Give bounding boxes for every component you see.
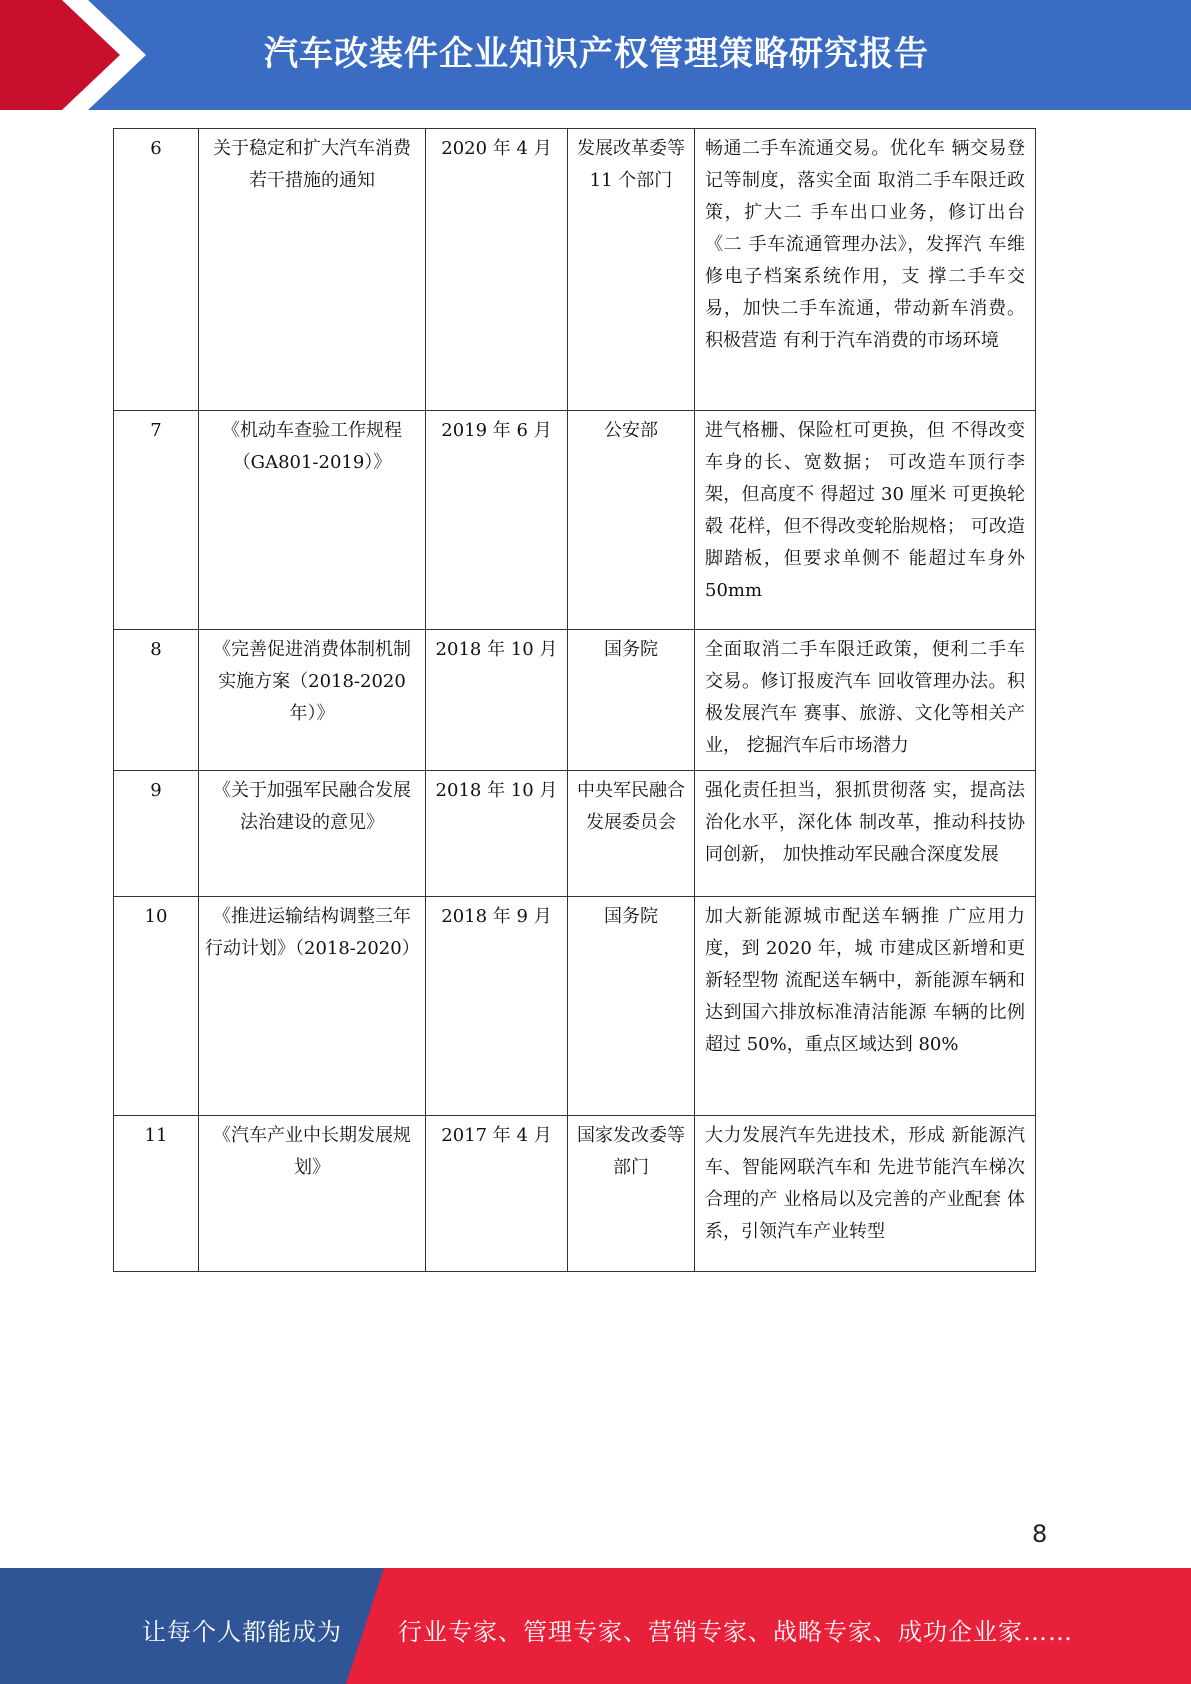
row-number: 10: [114, 897, 199, 1116]
page-header: [0, 0, 1191, 110]
issuing-department: 国务院: [568, 897, 695, 1116]
policy-content: 进气格栅、保险杠可更换，但 不得改变车身的长、宽数据； 可改造车顶行李架，但高度不 得超过 30 厘米 可更换轮毂 花样，但不得改变轮胎规格； 可改造脚踏板，但要求单侧不 能超过车身外 50mm: [695, 411, 1036, 630]
issuing-department: 发展改革委等 11 个部门: [568, 129, 695, 411]
policy-table: [113, 128, 1036, 1272]
policy-date: 2019 年 6 月: [426, 411, 568, 630]
policy-name: 《完善促进消费体制机制实施方案（2018-2020年）》: [199, 630, 426, 771]
policy-name: 《汽车产业中长期发展规划》: [199, 1116, 426, 1272]
policy-content: 强化责任担当，狠抓贯彻落 实，提高法治化水平，深化体 制改革，推动科技协同创新， 加快推动军民融合深度发展: [695, 771, 1036, 897]
policy-content: 畅通二手车流通交易。优化车 辆交易登记等制度，落实全面 取消二手车限迁政策，扩大二 手车出口业务，修订出台《二 手车流通管理办法》，发挥汽 车维修电子档案系统作用，支 撑二手车交易，加快二手车流通，带动新车消费。积极营造 有利于汽车消费的市场环境: [695, 129, 1036, 411]
policy-name: 《机动车查验工作规程（GA801-2019）》: [199, 411, 426, 630]
report-title: 汽车改装件企业知识产权管理策略研究报告: [264, 34, 929, 74]
row-number: 9: [114, 771, 199, 897]
policy-date: 2018 年 10 月: [426, 630, 568, 771]
table-row: [114, 630, 1036, 771]
table-row: [114, 1116, 1036, 1272]
table-row: [114, 411, 1036, 630]
row-number: 11: [114, 1116, 199, 1272]
policy-date: 2018 年 10 月: [426, 771, 568, 897]
footer-slogan-right: 行业专家、管理专家、营销专家、战略专家、成功企业家……: [398, 1618, 1073, 1646]
policy-date: 2017 年 4 月: [426, 1116, 568, 1272]
issuing-department: 国家发改委等部门: [568, 1116, 695, 1272]
issuing-department: 国务院: [568, 630, 695, 771]
row-number: 6: [114, 129, 199, 411]
footer-slogan-left: 让每个人都能成为: [142, 1618, 342, 1646]
policy-content: 全面取消二手车限迁政策，便利二手车交易。修订报废汽车 回收管理办法。积极发展汽车 赛事、旅游、文化等相关产业， 挖掘汽车后市场潜力: [695, 630, 1036, 771]
issuing-department: 公安部: [568, 411, 695, 630]
row-number: 7: [114, 411, 199, 630]
policy-date: 2020 年 4 月: [426, 129, 568, 411]
table-row: [114, 129, 1036, 411]
header-arrow-decoration: [0, 0, 170, 110]
policy-name: 《推进运输结构调整三年行动计划》（2018-2020）: [199, 897, 426, 1116]
table-row: [114, 771, 1036, 897]
policy-name: 关于稳定和扩大汽车消费若干措施的通知: [199, 129, 426, 411]
page-footer: [0, 1568, 1191, 1684]
table-row: [114, 897, 1036, 1116]
policy-name: 《关于加强军民融合发展法治建设的意见》: [199, 771, 426, 897]
issuing-department: 中央军民融合发展委员会: [568, 771, 695, 897]
policy-date: 2018 年 9 月: [426, 897, 568, 1116]
policy-content: 大力发展汽车先进技术，形成 新能源汽车、智能网联汽车和 先进节能汽车梯次合理的产 业格局以及完善的产业配套 体系，引领汽车产业转型: [695, 1116, 1036, 1272]
row-number: 8: [114, 630, 199, 771]
policy-content: 加大新能源城市配送车辆推 广应用力度，到 2020 年，城 市建成区新增和更新轻型物 流配送车辆中，新能源车辆和 达到国六排放标准清洁能源 车辆的比例超过 50%，重点区域达到 80%: [695, 897, 1036, 1116]
page-number: 8: [1032, 1520, 1048, 1548]
